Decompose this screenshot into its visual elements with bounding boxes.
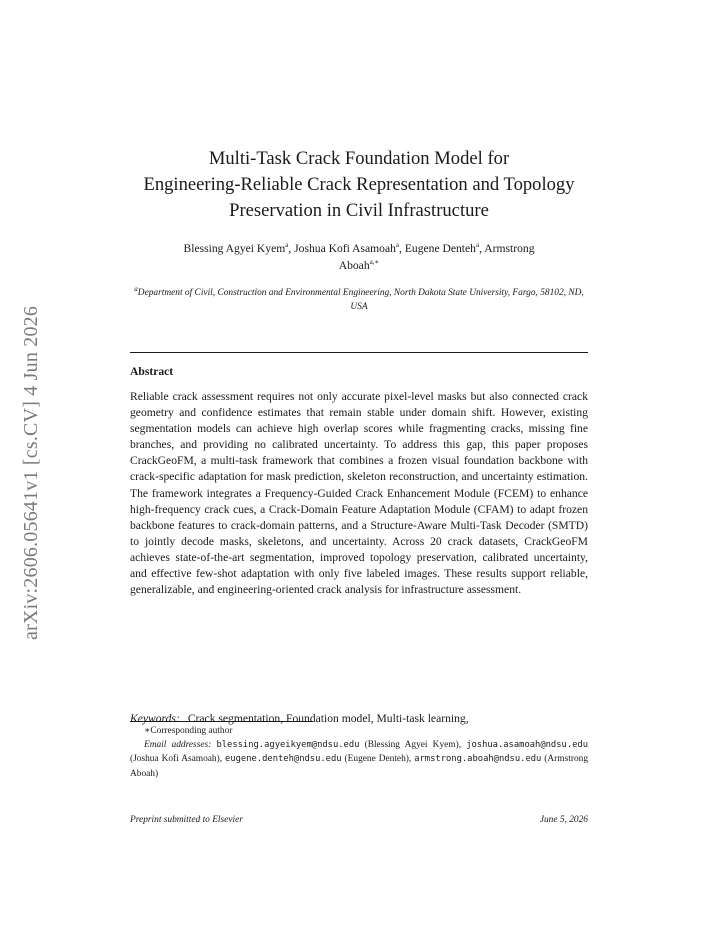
email-link[interactable]: armstrong.aboah@ndsu.edu: [414, 754, 542, 765]
email-link[interactable]: eugene.denteh@ndsu.edu: [225, 754, 342, 765]
title-line-1: Multi-Task Crack Foundation Model for: [208, 148, 510, 169]
footer-date: June 5, 2026: [539, 815, 588, 825]
author-affil-mark: a: [475, 241, 480, 250]
abstract-heading: Abstract: [130, 365, 174, 378]
email-addresses: [130, 738, 588, 781]
affiliation-mark: a: [134, 284, 138, 293]
author-name: Joshua Kofi Asamoah: [294, 242, 396, 255]
abstract-body: Reliable crack assessment requires not only accurate pixel-level masks but also connected crack geometry and confidence estimates that remain stable under domain shift. However, existing segmentation models can achieve high overlap scores while fragmenting cracks, missing fine branches, and providing no calibrated uncertainty. To address this gap, this paper proposes CrackGeoFM, a multi-task framework that combines a frozen visual foundation backbone with crack-specific adaptation for mask prediction, skeleton reconstruction, and uncertainty estimation. The framework integrates a Frequency-Guided Crack Enhancement Module (FCEM) to enhance high-frequency crack cues, a Crack-Domain Feature Adaptation Module (CFAM) to adapt frozen backbone features to crack-domain patterns, and a Structure-Aware Multi-Task Decoder (SMTD) to jointly decode masks, skeletons, and uncertainty. Across 20 crack datasets, CrackGeoFM achieves state-of-the-art segmentation, improved topology preservation, calibrated uncertainty, and effective few-shot adaptation with only five labeled images. These results support reliable, generalizable, and engineering-oriented crack analysis for infrastructure assessment.: [130, 390, 588, 597]
email-owner: (Armstrong Aboah): [130, 754, 589, 779]
email-link[interactable]: blessing.agyeikyem@ndsu.edu: [216, 740, 360, 751]
keywords-text: Crack segmentation, Foundation model, Multi-task learning,: [187, 712, 469, 725]
email-owner: (Blessing Agyei Kyem),: [364, 740, 462, 751]
author-affil-mark: a: [395, 241, 400, 250]
author-name: Eugene Denteh: [404, 242, 476, 255]
title-line-3: Preservation in Civil Infrastructure: [229, 200, 489, 221]
arxiv-stamp: arXiv:2606.05641v1 [cs.CV] 4 Jun 2026: [20, 305, 42, 640]
abstract-rule: [130, 352, 588, 353]
email-owner: (Eugene Denteh),: [344, 754, 412, 765]
email-link[interactable]: joshua.asamoah@ndsu.edu: [466, 740, 588, 751]
keywords-label: Keywords:: [130, 712, 180, 725]
affiliation-text: Department of Civil, Construction and Environmental Engineering, North Dakota State University, Fargo, 58102, ND, USA: [137, 288, 584, 312]
email-label: Email addresses:: [144, 740, 212, 751]
author-name: Blessing Agyei Kyem: [183, 242, 286, 255]
paper-title: [130, 146, 588, 224]
author-list: Blessing Agyei Kyem$^a$, Joshua Kofi Asamoah$^a$, Eugene Denteh$^a$, Armstrong Aboah$^{a,∗}$: [183, 241, 535, 272]
footer-journal: Preprint submitted to Elsevier: [130, 815, 243, 825]
affiliation: [130, 286, 588, 314]
author-affil-mark-corresponding: a,∗: [369, 258, 380, 267]
footnotes: [130, 724, 588, 781]
footnote-rule: [130, 721, 313, 722]
title-line-2: Engineering-Reliable Crack Representation and Topology: [143, 174, 575, 195]
email-owner: (Joshua Kofi Asamoah),: [130, 754, 223, 765]
author-affil-mark: a: [285, 241, 289, 250]
page-footer: [130, 815, 588, 825]
corresponding-note: ∗Corresponding author: [144, 726, 233, 736]
